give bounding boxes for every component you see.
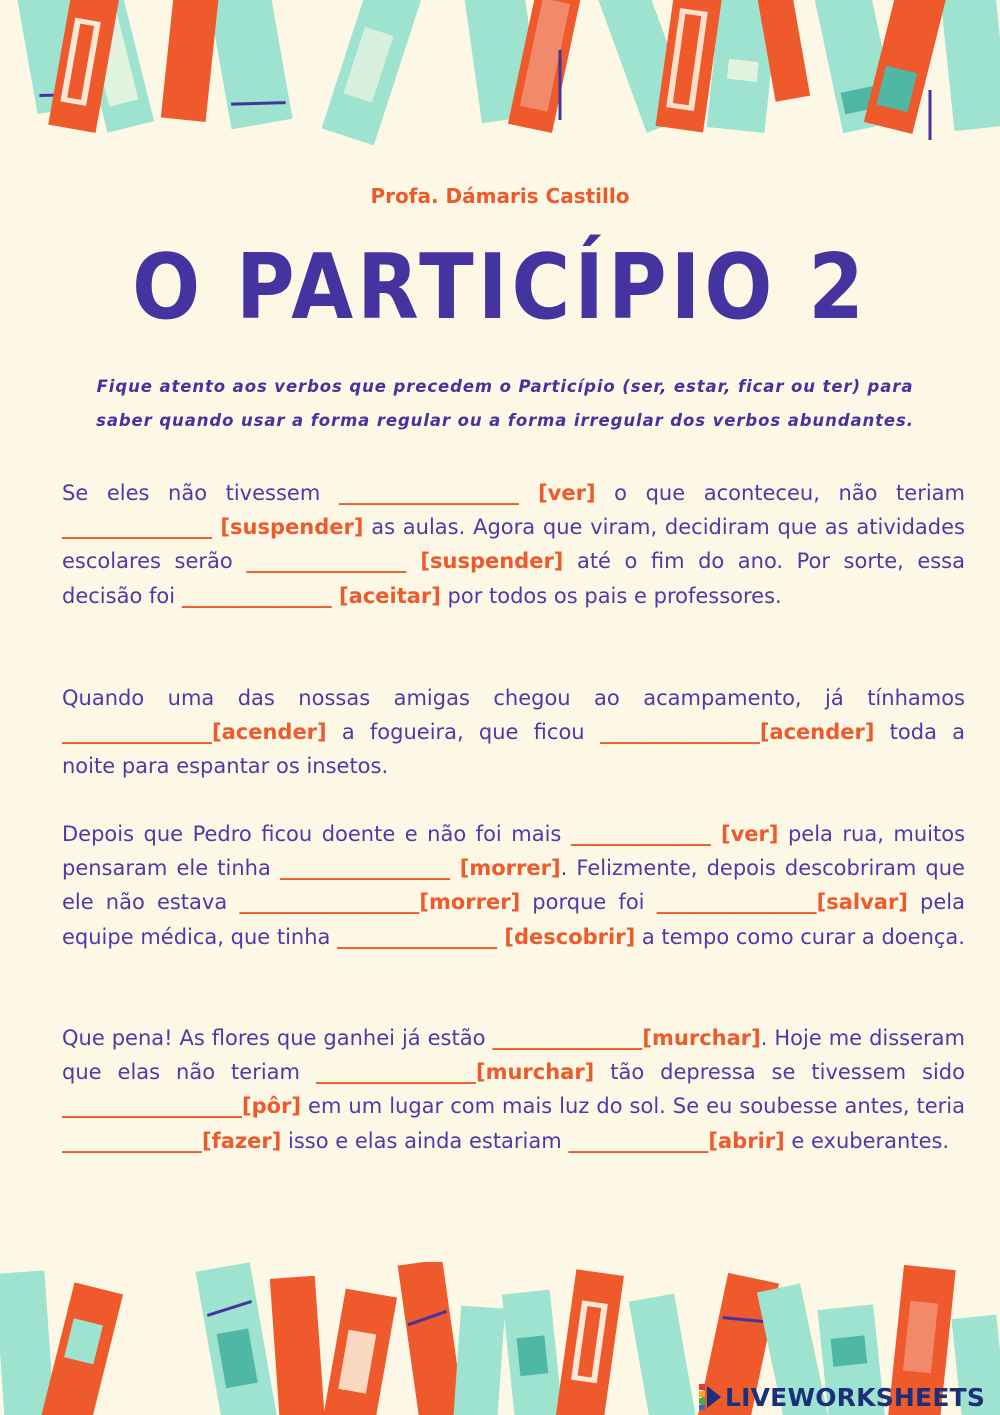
text-segment: pela equipe médica, que tinha [62,890,965,949]
text-segment: até o fim do ano. Por sorte, essa decisão foi [62,549,965,608]
verb-hint: [murchar] [642,1026,761,1050]
liveworksheets-logo-icon [699,1384,721,1410]
text-segment: . Felizmente, depois descobriram que ele não estava [62,856,965,915]
answer-blank[interactable]: _______________ [181,583,332,608]
answer-blank[interactable]: _______________ [492,1026,643,1050]
answer-blank[interactable]: ______________ [570,822,711,846]
answer-blank[interactable]: _______________ [62,720,212,745]
text-segment: porque foi [520,890,657,915]
verb-hint: [acender] [212,720,327,745]
text-segment: Se eles não tivessem [62,481,339,505]
text-segment: o que aconteceu, não teriam [595,481,966,505]
verb-hint: [suspender] [212,515,364,540]
instruction-line-1: Fique atento aos verbos que precedem o Particípio (ser, estar, ficar ou ter) para [96,377,914,396]
text-segment: tão depressa se tivessem sido [594,1060,965,1085]
text-segment: as aulas. Agora que viram, decidiram que as atividades escolares serão [62,515,965,574]
text-segment: a fogueira, que ficou [326,720,600,745]
answer-blank[interactable]: ________________ [337,924,498,949]
verb-hint: [ver] [518,481,596,505]
answer-blank[interactable]: ________________ [246,549,407,574]
liveworksheets-logo [699,1383,985,1411]
exercise-paragraph-1 [62,476,965,613]
answer-blank[interactable]: __________________ [62,1094,242,1119]
text-segment: em um lugar com mais luz do sol. Se eu soubesse antes, teria [301,1094,965,1119]
verb-hint: [abrir] [708,1128,785,1153]
books-top-decoration [0,0,1000,150]
answer-blank[interactable]: __________________ [338,481,519,505]
text-segment: pela rua, muitos pensaram ele tinha [62,822,966,881]
verb-hint: [murchar] [475,1060,595,1085]
text-segment: isso e elas ainda estariam [281,1128,569,1153]
answer-blank[interactable]: _______________ [62,515,212,540]
exercise-paragraph-3 [62,817,965,954]
text-segment: Depois que Pedro ficou doente e não foi mais [62,822,571,846]
verb-hint: [descobrir] [497,924,636,949]
exercise-paragraph-4 [62,1021,965,1158]
answer-blank[interactable]: __________________ [239,890,420,915]
instructions [50,370,960,438]
text-segment: Quando uma das nossas amigas chegou ao acampamento, já tínhamos [62,686,965,710]
verb-hint: [morrer] [449,856,561,881]
verb-hint: [aceitar] [331,583,441,608]
book-spines-top [15,0,1000,145]
author-name: Profa. Dámaris Castillo [370,184,630,208]
page-title: O PARTICÍPIO 2 [132,235,868,340]
answer-blank[interactable]: ________________ [656,890,817,915]
text-segment: Que pena! As flores que ganhei já estão [62,1026,493,1050]
verb-hint: [acender] [759,720,875,745]
answer-blank[interactable]: ________________ [315,1060,476,1085]
answer-blank[interactable]: ______________ [568,1128,709,1153]
verb-hint: [salvar] [816,890,908,915]
text-segment: . Hoje me disseram que elas não teriam [62,1026,965,1085]
verb-hint: [suspender] [406,549,564,574]
text-segment: a tempo como curar a doença. [635,924,965,949]
verb-hint: [morrer] [419,890,521,915]
verb-hint: [ver] [710,822,779,846]
text-segment: por todos os pais e professores. [440,583,782,608]
answer-blank[interactable]: ______________ [62,1128,202,1153]
verb-hint: [pôr] [242,1094,302,1119]
text-segment: toda a noite para espantar os insetos. [62,720,965,779]
instruction-line-2: saber quando usar a forma regular ou a forma irregular dos verbos abundantes. [96,411,914,430]
verb-hint: [fazer] [202,1128,282,1153]
answer-blank[interactable]: ________________ [599,720,760,745]
text-segment: e exuberantes. [784,1128,950,1153]
exercise-paragraph-2 [62,681,965,784]
brand-name: LIVEWORKSHEETS [725,1382,986,1412]
answer-blank[interactable]: _________________ [279,856,450,881]
